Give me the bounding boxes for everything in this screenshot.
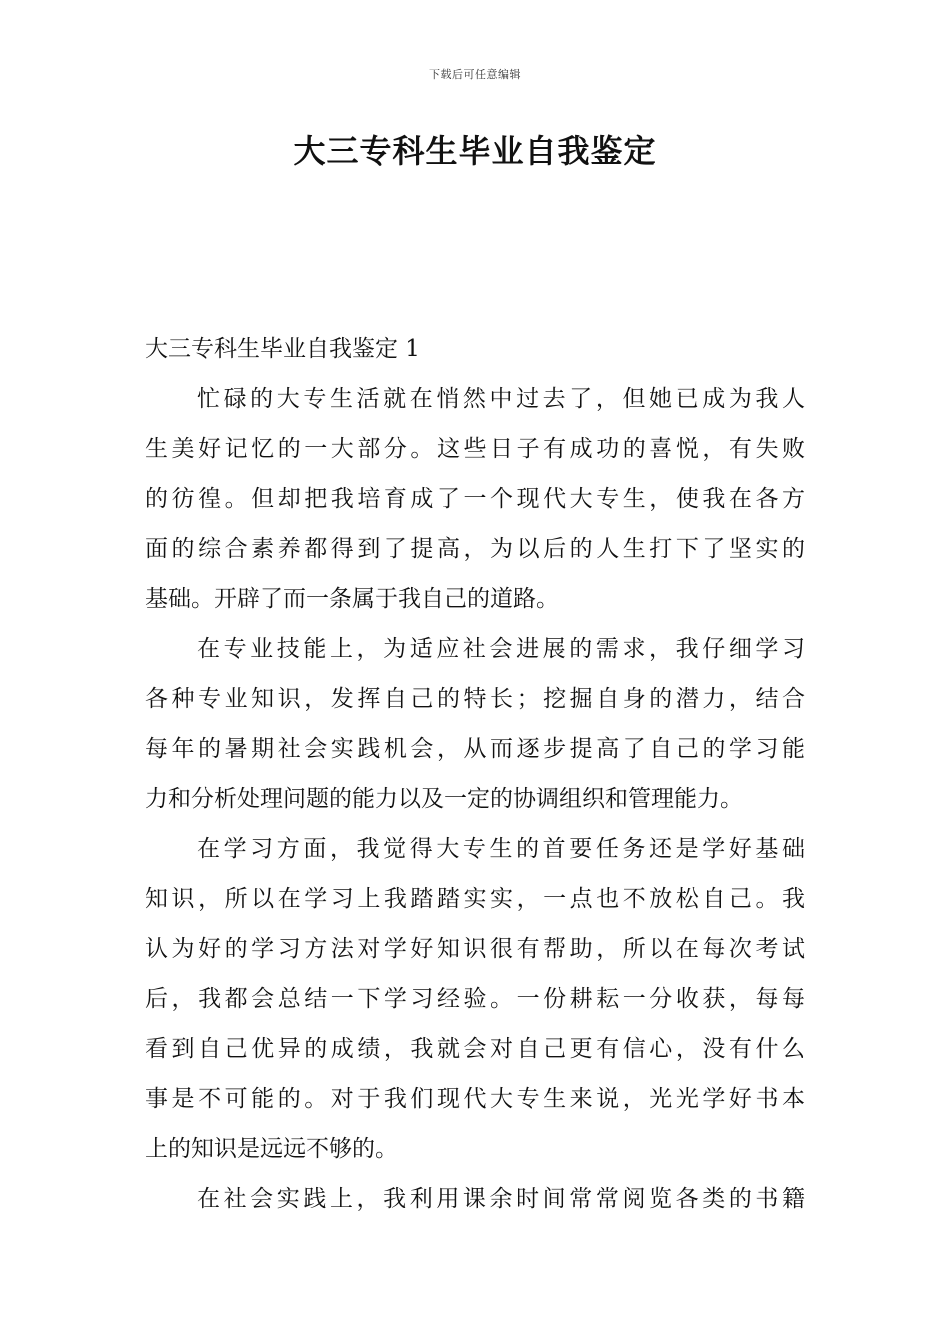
paragraph-line: 后，我都会总结一下学习经验。一份耕耘一分收获，每每 xyxy=(145,986,805,1012)
paragraph-line: 忙碌的大专生活就在悄然中过去了，但她已成为我人 xyxy=(197,386,805,412)
paragraph-line: 在社会实践上，我利用课余时间常常阅览各类的书籍 xyxy=(197,1186,805,1212)
paragraph-line: 在学习方面，我觉得大专生的首要任务还是学好基础 xyxy=(197,836,805,862)
paragraph-line: 面的综合素养都得到了提高，为以后的人生打下了坚实的 xyxy=(145,536,805,562)
paragraph-line: 生美好记忆的一大部分。这些日子有成功的喜悦，有失败 xyxy=(145,436,805,462)
paragraph-line: 认为好的学习方法对学好知识很有帮助，所以在每次考试 xyxy=(145,936,805,962)
paragraph-2 xyxy=(145,624,805,824)
paragraph-line: 看到自己优异的成绩，我就会对自己更有信心，没有什么 xyxy=(145,1036,805,1062)
paragraph-line: 知识，所以在学习上我踏踏实实，一点也不放松自己。我 xyxy=(145,886,805,912)
paragraph-1 xyxy=(145,374,805,624)
paragraph-3 xyxy=(145,824,805,1174)
header-note: 下载后可任意编辑 xyxy=(429,68,521,81)
document-body xyxy=(145,324,805,1224)
paragraph-line: 在专业技能上，为适应社会进展的需求，我仔细学习 xyxy=(197,636,805,662)
paragraph-line: 各种专业知识，发挥自己的特长；挖掘自身的潜力，结合 xyxy=(145,686,805,712)
paragraph-4 xyxy=(145,1174,805,1224)
paragraph-line: 事是不可能的。对于我们现代大专生来说，光光学好书本 xyxy=(145,1086,805,1112)
paragraph-line: 力和分析处理问题的能力以及一定的协调组织和管理能力。 xyxy=(145,786,743,812)
paragraph-line: 上的知识是远远不够的。 xyxy=(145,1136,398,1162)
document-title: 大三专科生毕业自我鉴定 xyxy=(293,132,657,170)
paragraph-line: 基础。开辟了而一条属于我自己的道路。 xyxy=(145,586,559,612)
paragraph-line: 的彷徨。但却把我培育成了一个现代大专生，使我在各方 xyxy=(145,486,805,512)
section-heading: 大三专科生毕业自我鉴定 1 xyxy=(145,336,420,362)
paragraph-line: 每年的暑期社会实践机会，从而逐步提高了自己的学习能 xyxy=(145,736,805,762)
